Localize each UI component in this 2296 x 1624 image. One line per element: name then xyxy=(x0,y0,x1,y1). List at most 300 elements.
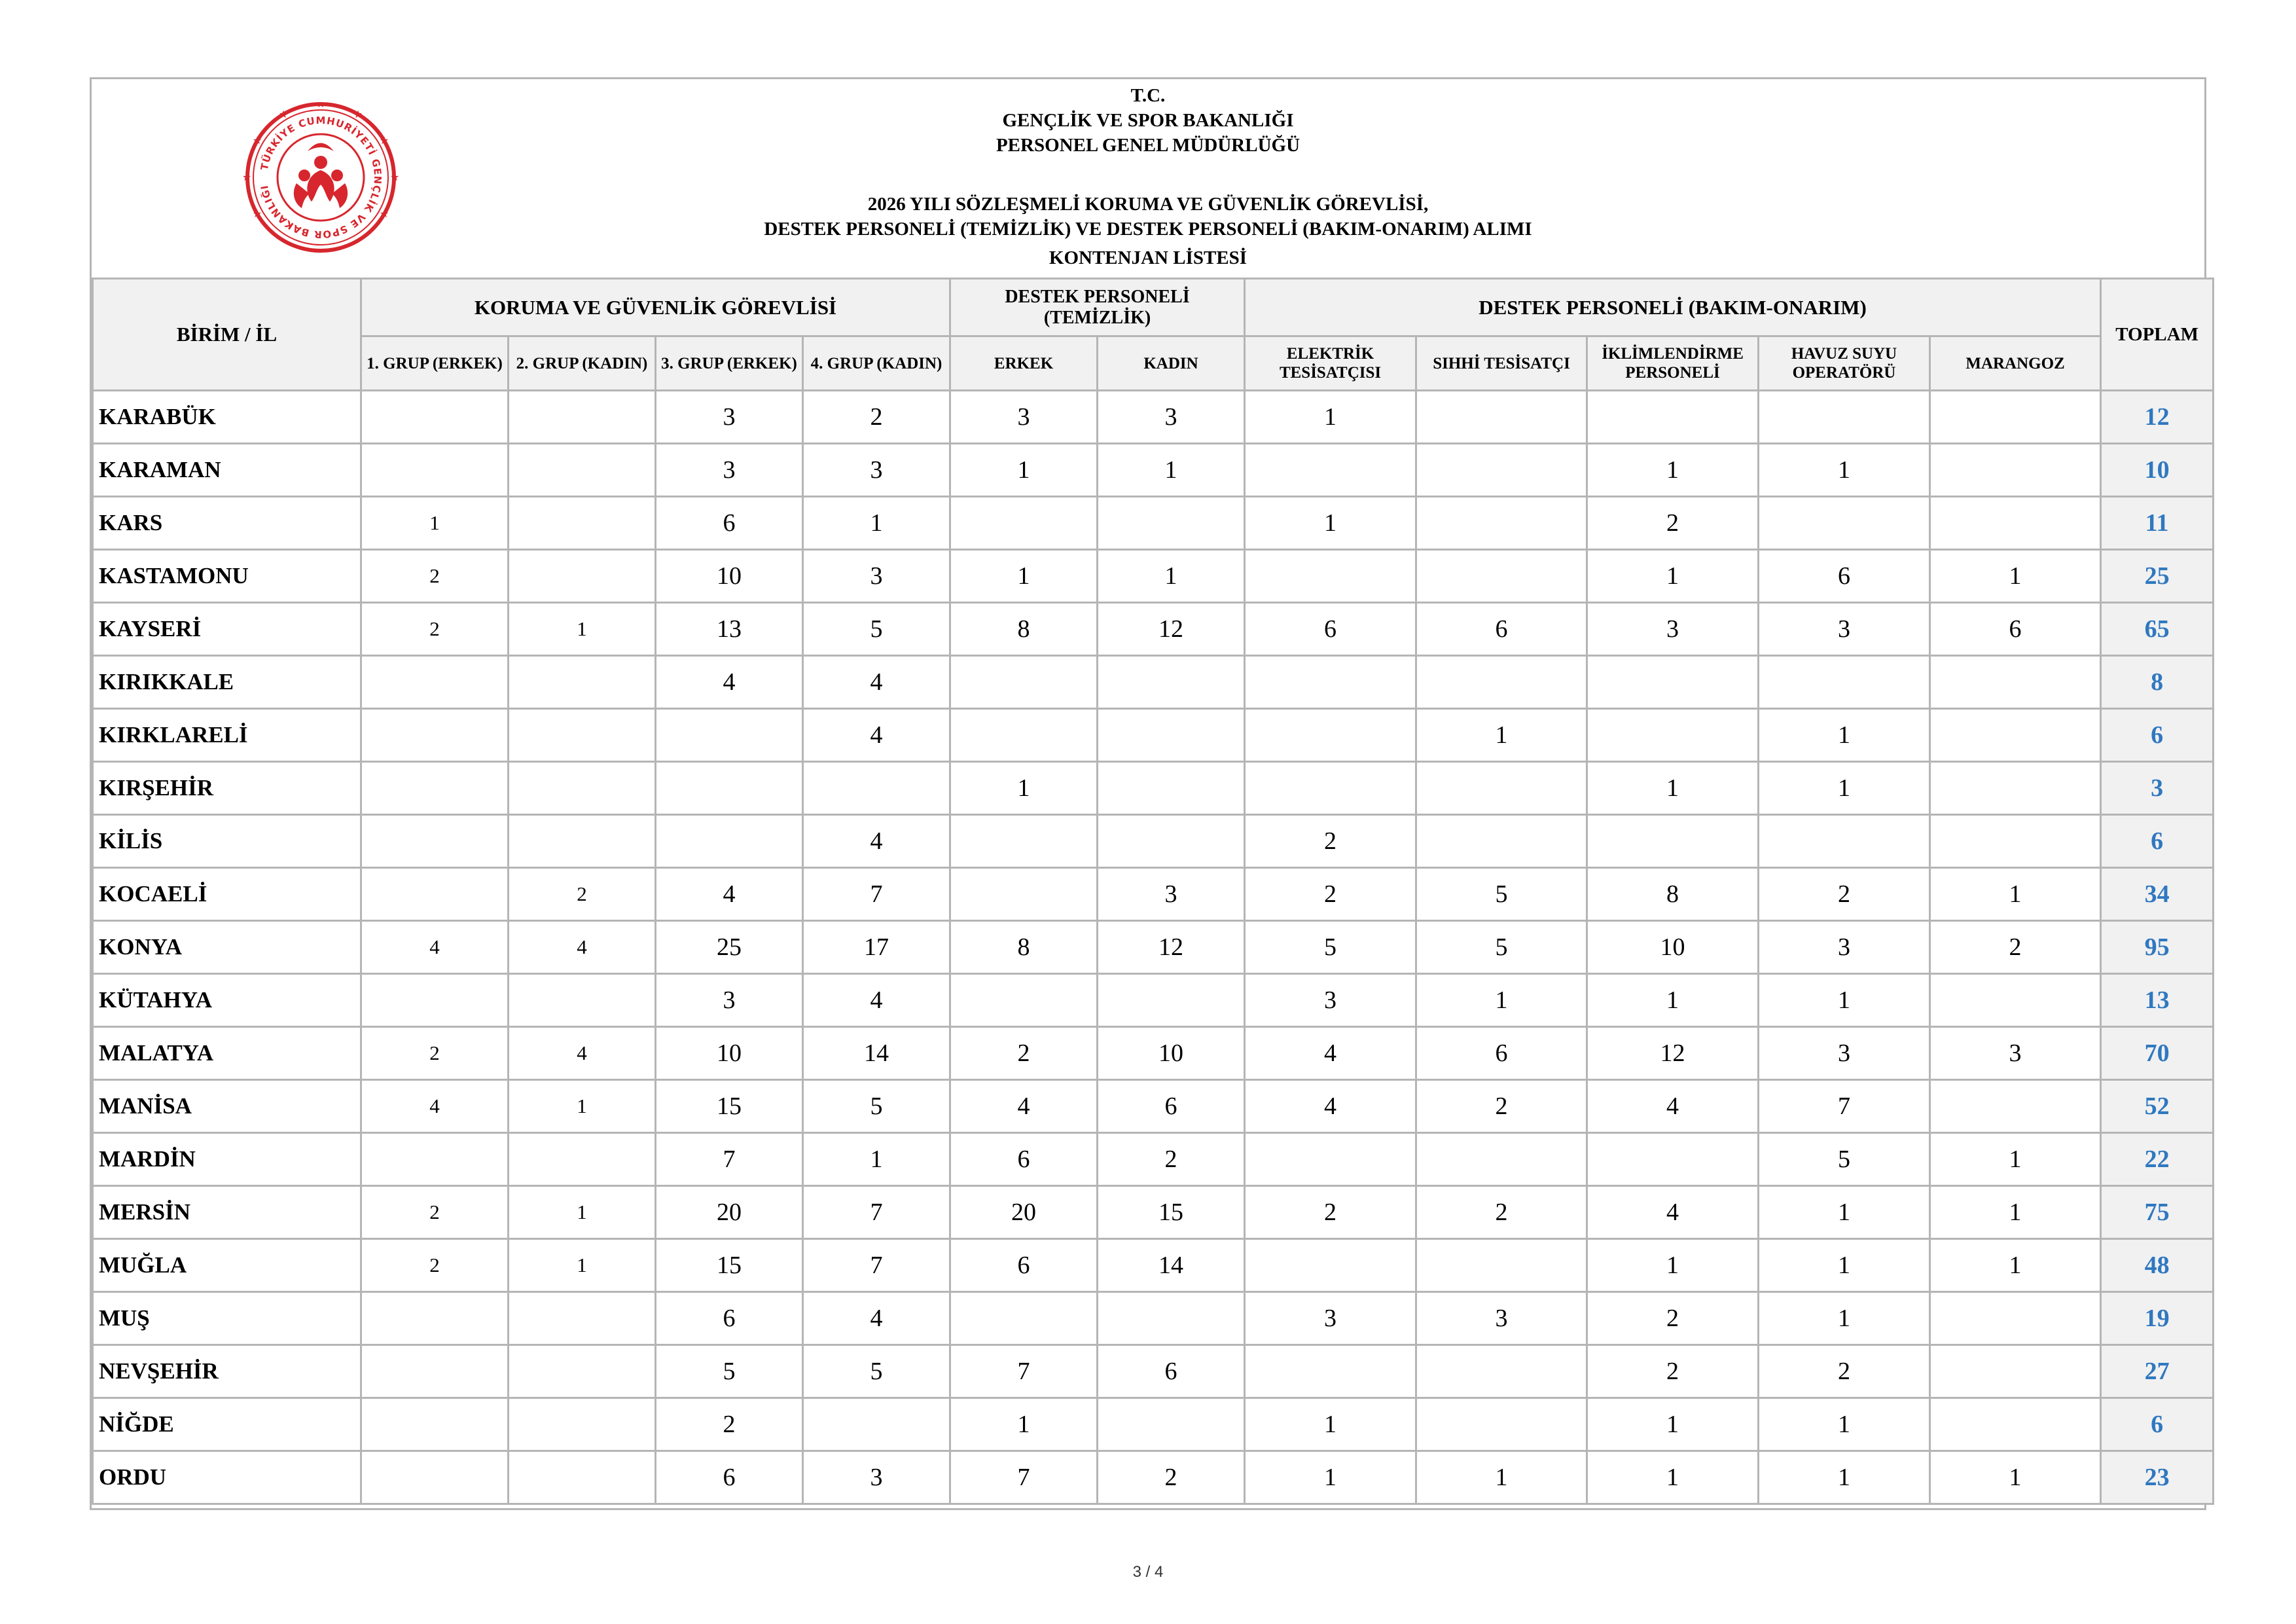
quota-cell xyxy=(1245,709,1416,762)
quota-cell xyxy=(1587,1133,1759,1186)
quota-cell xyxy=(1245,762,1416,815)
quota-cell: 1 xyxy=(1930,868,2101,921)
quota-cell: 6 xyxy=(656,1451,803,1504)
svg-text:★: ★ xyxy=(252,208,262,220)
quota-cell xyxy=(803,762,950,815)
quota-cell: 1 xyxy=(1930,1186,2101,1239)
table-row xyxy=(93,1239,2214,1292)
quota-cell: 4 xyxy=(1587,1186,1759,1239)
quota-cell xyxy=(361,1133,509,1186)
subheader-cell: 1. GRUP (ERKEK) xyxy=(361,336,509,391)
quota-cell: 1 xyxy=(803,497,950,550)
quota-cell xyxy=(509,391,656,444)
quota-cell: 1 xyxy=(1759,709,1930,762)
quota-cell: 7 xyxy=(656,1133,803,1186)
quota-cell xyxy=(1930,709,2101,762)
quota-cell: 1 xyxy=(950,550,1098,603)
quota-cell xyxy=(361,444,509,497)
province-name: KONYA xyxy=(93,921,361,974)
quota-cell: 3 xyxy=(803,1451,950,1504)
quota-cell xyxy=(1098,1398,1245,1451)
quota-cell: 1 xyxy=(1759,444,1930,497)
quota-cell xyxy=(950,1292,1098,1345)
quota-cell xyxy=(1416,444,1587,497)
province-name: KIRIKKALE xyxy=(93,656,361,709)
quota-cell: 6 xyxy=(1416,1027,1587,1080)
quota-cell xyxy=(1416,1398,1587,1451)
province-name: KIRKLARELİ xyxy=(93,709,361,762)
quota-cell: 3 xyxy=(1759,603,1930,656)
total-cell: 6 xyxy=(2101,815,2214,868)
quota-cell xyxy=(509,1133,656,1186)
province-name: KIRŞEHİR xyxy=(93,762,361,815)
quota-cell: 3 xyxy=(1098,391,1245,444)
quota-cell: 5 xyxy=(803,603,950,656)
quota-cell xyxy=(1098,497,1245,550)
quota-cell: 13 xyxy=(656,603,803,656)
table-row xyxy=(93,974,2214,1027)
quota-cell: 1 xyxy=(1245,1451,1416,1504)
quota-cell: 1 xyxy=(1759,1292,1930,1345)
quota-cell xyxy=(509,444,656,497)
quota-cell: 7 xyxy=(803,1186,950,1239)
quota-cell: 3 xyxy=(1245,974,1416,1027)
quota-cell: 2 xyxy=(1098,1133,1245,1186)
quota-cell xyxy=(1245,1133,1416,1186)
province-name: MARDİN xyxy=(93,1133,361,1186)
quota-table xyxy=(92,278,2214,1505)
header-title-line2: DESTEK PERSONELİ (TEMİZLİK) VE DESTEK PERSONELİ (BAKIM-ONARIM) ALIMI xyxy=(764,219,1532,240)
svg-text:TÜRKİYE CUMHURİYETİ GENÇLİK VE: TÜRKİYE CUMHURİYETİ GENÇLİK VE SPOR BAKANLIĞI xyxy=(258,114,384,241)
total-cell: 70 xyxy=(2101,1027,2214,1080)
province-name: MUĞLA xyxy=(93,1239,361,1292)
quota-cell xyxy=(509,1451,656,1504)
table-header xyxy=(93,279,2214,391)
quota-cell: 2 xyxy=(1416,1080,1587,1133)
quota-cell: 5 xyxy=(803,1080,950,1133)
quota-cell: 3 xyxy=(1930,1027,2101,1080)
table-row xyxy=(93,709,2214,762)
quota-cell: 1 xyxy=(803,1133,950,1186)
subheader-cell: 2. GRUP (KADIN) xyxy=(509,336,656,391)
quota-cell: 1 xyxy=(509,603,656,656)
quota-cell: 20 xyxy=(656,1186,803,1239)
quota-cell xyxy=(1930,656,2101,709)
quota-cell: 2 xyxy=(1098,1451,1245,1504)
quota-cell: 1 xyxy=(509,1239,656,1292)
quota-cell: 25 xyxy=(656,921,803,974)
total-cell: 10 xyxy=(2101,444,2214,497)
subheader-cell: HAVUZ SUYU OPERATÖRÜ xyxy=(1759,336,1930,391)
quota-cell xyxy=(1416,391,1587,444)
quota-cell: 4 xyxy=(509,921,656,974)
quota-cell: 6 xyxy=(1930,603,2101,656)
quota-cell: 17 xyxy=(803,921,950,974)
quota-cell xyxy=(1098,1292,1245,1345)
quota-cell xyxy=(361,1451,509,1504)
quota-cell: 7 xyxy=(950,1451,1098,1504)
quota-cell: 4 xyxy=(1587,1080,1759,1133)
table-row xyxy=(93,921,2214,974)
quota-cell xyxy=(361,1398,509,1451)
quota-cell: 15 xyxy=(656,1239,803,1292)
quota-cell: 4 xyxy=(803,974,950,1027)
total-cell: 65 xyxy=(2101,603,2214,656)
quota-cell xyxy=(1245,1239,1416,1292)
province-name: KARS xyxy=(93,497,361,550)
subheader-cell: MARANGOZ xyxy=(1930,336,2101,391)
quota-cell: 12 xyxy=(1098,921,1245,974)
quota-cell: 2 xyxy=(361,603,509,656)
quota-cell xyxy=(361,656,509,709)
quota-cell xyxy=(950,497,1098,550)
header-group-temizlik: DESTEK PERSONELİ (TEMİZLİK) xyxy=(950,279,1245,336)
quota-cell xyxy=(1930,1292,2101,1345)
province-name: KOCAELİ xyxy=(93,868,361,921)
quota-cell: 5 xyxy=(1759,1133,1930,1186)
table-body xyxy=(93,391,2214,1504)
quota-cell: 6 xyxy=(1098,1345,1245,1398)
total-cell: 23 xyxy=(2101,1451,2214,1504)
quota-cell xyxy=(1098,709,1245,762)
quota-cell: 3 xyxy=(656,444,803,497)
subheader-cell: 4. GRUP (KADIN) xyxy=(803,336,950,391)
quota-cell xyxy=(361,974,509,1027)
svg-text:★: ★ xyxy=(389,171,400,183)
quota-cell xyxy=(1930,1398,2101,1451)
svg-text:★: ★ xyxy=(353,108,363,120)
table-row xyxy=(93,1133,2214,1186)
quota-cell: 2 xyxy=(361,1186,509,1239)
quota-cell: 3 xyxy=(950,391,1098,444)
page-number: 3 / 4 xyxy=(1132,1563,1164,1581)
total-cell: 34 xyxy=(2101,868,2214,921)
quota-cell xyxy=(509,497,656,550)
quota-cell: 1 xyxy=(1930,1133,2101,1186)
province-name: KARABÜK xyxy=(93,391,361,444)
quota-cell xyxy=(509,1345,656,1398)
quota-cell: 3 xyxy=(1098,868,1245,921)
quota-cell xyxy=(1245,550,1416,603)
document-sheet xyxy=(90,77,2206,1510)
quota-cell: 4 xyxy=(656,656,803,709)
quota-cell: 1 xyxy=(1759,1239,1930,1292)
quota-cell xyxy=(1416,550,1587,603)
quota-cell xyxy=(1759,497,1930,550)
quota-cell xyxy=(361,762,509,815)
quota-cell: 10 xyxy=(656,550,803,603)
quota-cell: 1 xyxy=(1587,550,1759,603)
quota-cell: 1 xyxy=(950,762,1098,815)
quota-cell: 4 xyxy=(656,868,803,921)
quota-cell: 3 xyxy=(803,444,950,497)
table-row xyxy=(93,1345,2214,1398)
quota-cell xyxy=(803,1398,950,1451)
quota-cell xyxy=(1930,391,2101,444)
province-name: NİĞDE xyxy=(93,1398,361,1451)
quota-cell xyxy=(1245,444,1416,497)
quota-cell: 1 xyxy=(1587,1239,1759,1292)
total-cell: 6 xyxy=(2101,709,2214,762)
quota-cell xyxy=(656,815,803,868)
quota-cell: 4 xyxy=(361,921,509,974)
quota-cell: 2 xyxy=(656,1398,803,1451)
subheader-cell: 3. GRUP (ERKEK) xyxy=(656,336,803,391)
header-title-line1: 2026 YILI SÖZLEŞMELİ KORUMA VE GÜVENLİK GÖREVLİSİ, xyxy=(867,194,1429,215)
quota-cell: 3 xyxy=(1759,921,1930,974)
quota-cell: 1 xyxy=(1416,1451,1587,1504)
province-name: KİLİS xyxy=(93,815,361,868)
quota-cell: 2 xyxy=(361,1027,509,1080)
quota-cell: 2 xyxy=(1245,815,1416,868)
table-row xyxy=(93,1398,2214,1451)
quota-cell: 1 xyxy=(1930,1239,2101,1292)
quota-cell: 1 xyxy=(1245,497,1416,550)
svg-text:★: ★ xyxy=(252,134,262,147)
quota-cell xyxy=(1930,762,2101,815)
province-name: KÜTAHYA xyxy=(93,974,361,1027)
quota-cell xyxy=(1245,1345,1416,1398)
quota-cell xyxy=(509,709,656,762)
table-row xyxy=(93,1292,2214,1345)
quota-cell xyxy=(1098,762,1245,815)
table-row xyxy=(93,656,2214,709)
quota-cell: 1 xyxy=(950,444,1098,497)
quota-cell: 6 xyxy=(1759,550,1930,603)
quota-cell xyxy=(950,656,1098,709)
quota-cell: 12 xyxy=(1587,1027,1759,1080)
quota-cell: 2 xyxy=(1587,1292,1759,1345)
quota-cell: 1 xyxy=(1930,550,2101,603)
quota-cell xyxy=(656,709,803,762)
header-directorate: PERSONEL GENEL MÜDÜRLÜĞÜ xyxy=(996,135,1300,156)
quota-cell: 3 xyxy=(1416,1292,1587,1345)
quota-cell: 7 xyxy=(950,1345,1098,1398)
total-cell: 8 xyxy=(2101,656,2214,709)
subheader-cell: ELEKTRİK TESİSATÇISI xyxy=(1245,336,1416,391)
subheader-cell: SIHHİ TESİSATÇI xyxy=(1416,336,1587,391)
quota-cell: 1 xyxy=(1416,709,1587,762)
quota-cell: 2 xyxy=(1245,1186,1416,1239)
province-name: MALATYA xyxy=(93,1027,361,1080)
province-name: MUŞ xyxy=(93,1292,361,1345)
total-cell: 11 xyxy=(2101,497,2214,550)
quota-cell xyxy=(1416,497,1587,550)
quota-cell: 7 xyxy=(1759,1080,1930,1133)
quota-cell: 3 xyxy=(803,550,950,603)
quota-cell: 2 xyxy=(1245,868,1416,921)
quota-cell xyxy=(1930,1345,2101,1398)
quota-cell xyxy=(361,1345,509,1398)
quota-cell: 4 xyxy=(950,1080,1098,1133)
table-row xyxy=(93,1451,2214,1504)
quota-cell xyxy=(950,974,1098,1027)
quota-cell xyxy=(950,868,1098,921)
quota-cell xyxy=(509,974,656,1027)
quota-cell xyxy=(1098,974,1245,1027)
quota-cell: 1 xyxy=(509,1186,656,1239)
quota-cell: 1 xyxy=(1587,1451,1759,1504)
quota-cell: 1 xyxy=(1245,391,1416,444)
quota-cell: 4 xyxy=(361,1080,509,1133)
quota-cell: 3 xyxy=(1759,1027,1930,1080)
svg-text:★: ★ xyxy=(278,108,289,120)
quota-cell: 1 xyxy=(1416,974,1587,1027)
quota-cell: 2 xyxy=(1759,868,1930,921)
quota-cell xyxy=(1098,815,1245,868)
total-cell: 12 xyxy=(2101,391,2214,444)
quota-cell: 2 xyxy=(509,868,656,921)
quota-cell: 2 xyxy=(1930,921,2101,974)
quota-cell xyxy=(1416,1345,1587,1398)
quota-cell: 4 xyxy=(803,1292,950,1345)
total-cell: 75 xyxy=(2101,1186,2214,1239)
quota-cell xyxy=(1245,656,1416,709)
quota-cell: 4 xyxy=(803,709,950,762)
quota-cell xyxy=(361,868,509,921)
quota-cell: 2 xyxy=(1759,1345,1930,1398)
header-group-bakim: DESTEK PERSONELİ (BAKIM-ONARIM) xyxy=(1245,279,2101,336)
quota-cell: 1 xyxy=(1759,1451,1930,1504)
quota-cell: 1 xyxy=(1759,1398,1930,1451)
svg-text:★: ★ xyxy=(379,208,389,220)
quota-cell xyxy=(1587,656,1759,709)
total-cell: 27 xyxy=(2101,1345,2214,1398)
total-cell: 52 xyxy=(2101,1080,2214,1133)
quota-cell: 5 xyxy=(803,1345,950,1398)
quota-cell: 7 xyxy=(803,1239,950,1292)
quota-cell xyxy=(1098,656,1245,709)
table-row xyxy=(93,1186,2214,1239)
quota-cell: 1 xyxy=(1098,550,1245,603)
quota-cell xyxy=(656,762,803,815)
table-row xyxy=(93,868,2214,921)
quota-cell: 8 xyxy=(1587,868,1759,921)
svg-text:★: ★ xyxy=(315,102,326,110)
quota-cell xyxy=(1759,656,1930,709)
quota-cell xyxy=(509,815,656,868)
quota-cell: 4 xyxy=(803,656,950,709)
quota-cell: 20 xyxy=(950,1186,1098,1239)
quota-cell: 4 xyxy=(509,1027,656,1080)
table-row xyxy=(93,1080,2214,1133)
svg-text:★: ★ xyxy=(242,171,252,183)
quota-cell xyxy=(950,815,1098,868)
quota-cell: 10 xyxy=(1587,921,1759,974)
quota-cell: 15 xyxy=(656,1080,803,1133)
quota-cell: 7 xyxy=(803,868,950,921)
total-cell: 3 xyxy=(2101,762,2214,815)
quota-cell: 6 xyxy=(656,1292,803,1345)
total-cell: 6 xyxy=(2101,1398,2214,1451)
quota-cell: 14 xyxy=(803,1027,950,1080)
table-row xyxy=(93,550,2214,603)
quota-cell: 8 xyxy=(950,921,1098,974)
quota-cell: 10 xyxy=(1098,1027,1245,1080)
quota-cell: 6 xyxy=(1098,1080,1245,1133)
total-cell: 95 xyxy=(2101,921,2214,974)
quota-cell xyxy=(1587,391,1759,444)
document-header xyxy=(92,79,2204,279)
header-toplam: TOPLAM xyxy=(2101,279,2214,391)
quota-cell: 4 xyxy=(1245,1080,1416,1133)
province-name: KASTAMONU xyxy=(93,550,361,603)
province-name: NEVŞEHİR xyxy=(93,1345,361,1398)
quota-cell xyxy=(1587,815,1759,868)
quota-cell: 6 xyxy=(656,497,803,550)
table-row xyxy=(93,391,2214,444)
quota-cell: 14 xyxy=(1098,1239,1245,1292)
quota-cell: 1 xyxy=(1930,1451,2101,1504)
quota-cell: 6 xyxy=(950,1133,1098,1186)
quota-cell xyxy=(1930,444,2101,497)
quota-cell: 5 xyxy=(1245,921,1416,974)
total-cell: 13 xyxy=(2101,974,2214,1027)
quota-cell: 1 xyxy=(1759,762,1930,815)
province-name: ORDU xyxy=(93,1451,361,1504)
quota-cell xyxy=(361,709,509,762)
quota-cell: 10 xyxy=(656,1027,803,1080)
province-name: MERSİN xyxy=(93,1186,361,1239)
header-ministry: GENÇLİK VE SPOR BAKANLIĞI xyxy=(1002,110,1294,131)
quota-cell xyxy=(1416,1239,1587,1292)
quota-cell: 1 xyxy=(1587,974,1759,1027)
quota-cell: 15 xyxy=(1098,1186,1245,1239)
quota-cell: 2 xyxy=(1416,1186,1587,1239)
quota-cell: 8 xyxy=(950,603,1098,656)
quota-cell: 2 xyxy=(361,1239,509,1292)
table-row xyxy=(93,762,2214,815)
quota-cell: 3 xyxy=(1587,603,1759,656)
subheader-cell: İKLİMLENDİRME PERSONELİ xyxy=(1587,336,1759,391)
quota-cell xyxy=(1416,815,1587,868)
quota-cell: 1 xyxy=(1587,1398,1759,1451)
province-name: MANİSA xyxy=(93,1080,361,1133)
quota-cell xyxy=(509,656,656,709)
quota-cell xyxy=(1759,391,1930,444)
quota-cell: 1 xyxy=(1098,444,1245,497)
quota-cell: 6 xyxy=(1245,603,1416,656)
quota-cell xyxy=(509,550,656,603)
quota-cell: 1 xyxy=(1759,974,1930,1027)
table-row xyxy=(93,603,2214,656)
quota-cell: 1 xyxy=(361,497,509,550)
quota-cell: 4 xyxy=(803,815,950,868)
quota-cell xyxy=(1930,974,2101,1027)
quota-cell: 5 xyxy=(1416,921,1587,974)
total-cell: 25 xyxy=(2101,550,2214,603)
header-birim: BİRİM / İL xyxy=(93,279,361,391)
quota-cell xyxy=(509,762,656,815)
quota-cell xyxy=(1416,1133,1587,1186)
quota-cell: 1 xyxy=(509,1080,656,1133)
quota-cell: 3 xyxy=(656,974,803,1027)
header-tc: T.C. xyxy=(1130,85,1166,106)
quota-cell: 4 xyxy=(1245,1027,1416,1080)
quota-cell: 2 xyxy=(803,391,950,444)
quota-cell xyxy=(1587,709,1759,762)
quota-cell: 1 xyxy=(950,1398,1098,1451)
quota-cell: 5 xyxy=(656,1345,803,1398)
quota-cell: 1 xyxy=(1759,1186,1930,1239)
table-row xyxy=(93,444,2214,497)
quota-cell: 12 xyxy=(1098,603,1245,656)
quota-cell: 2 xyxy=(1587,1345,1759,1398)
table-row xyxy=(93,815,2214,868)
quota-cell: 1 xyxy=(1587,762,1759,815)
header-title-line3: KONTENJAN LİSTESİ xyxy=(1049,247,1247,268)
svg-text:★: ★ xyxy=(379,134,389,147)
